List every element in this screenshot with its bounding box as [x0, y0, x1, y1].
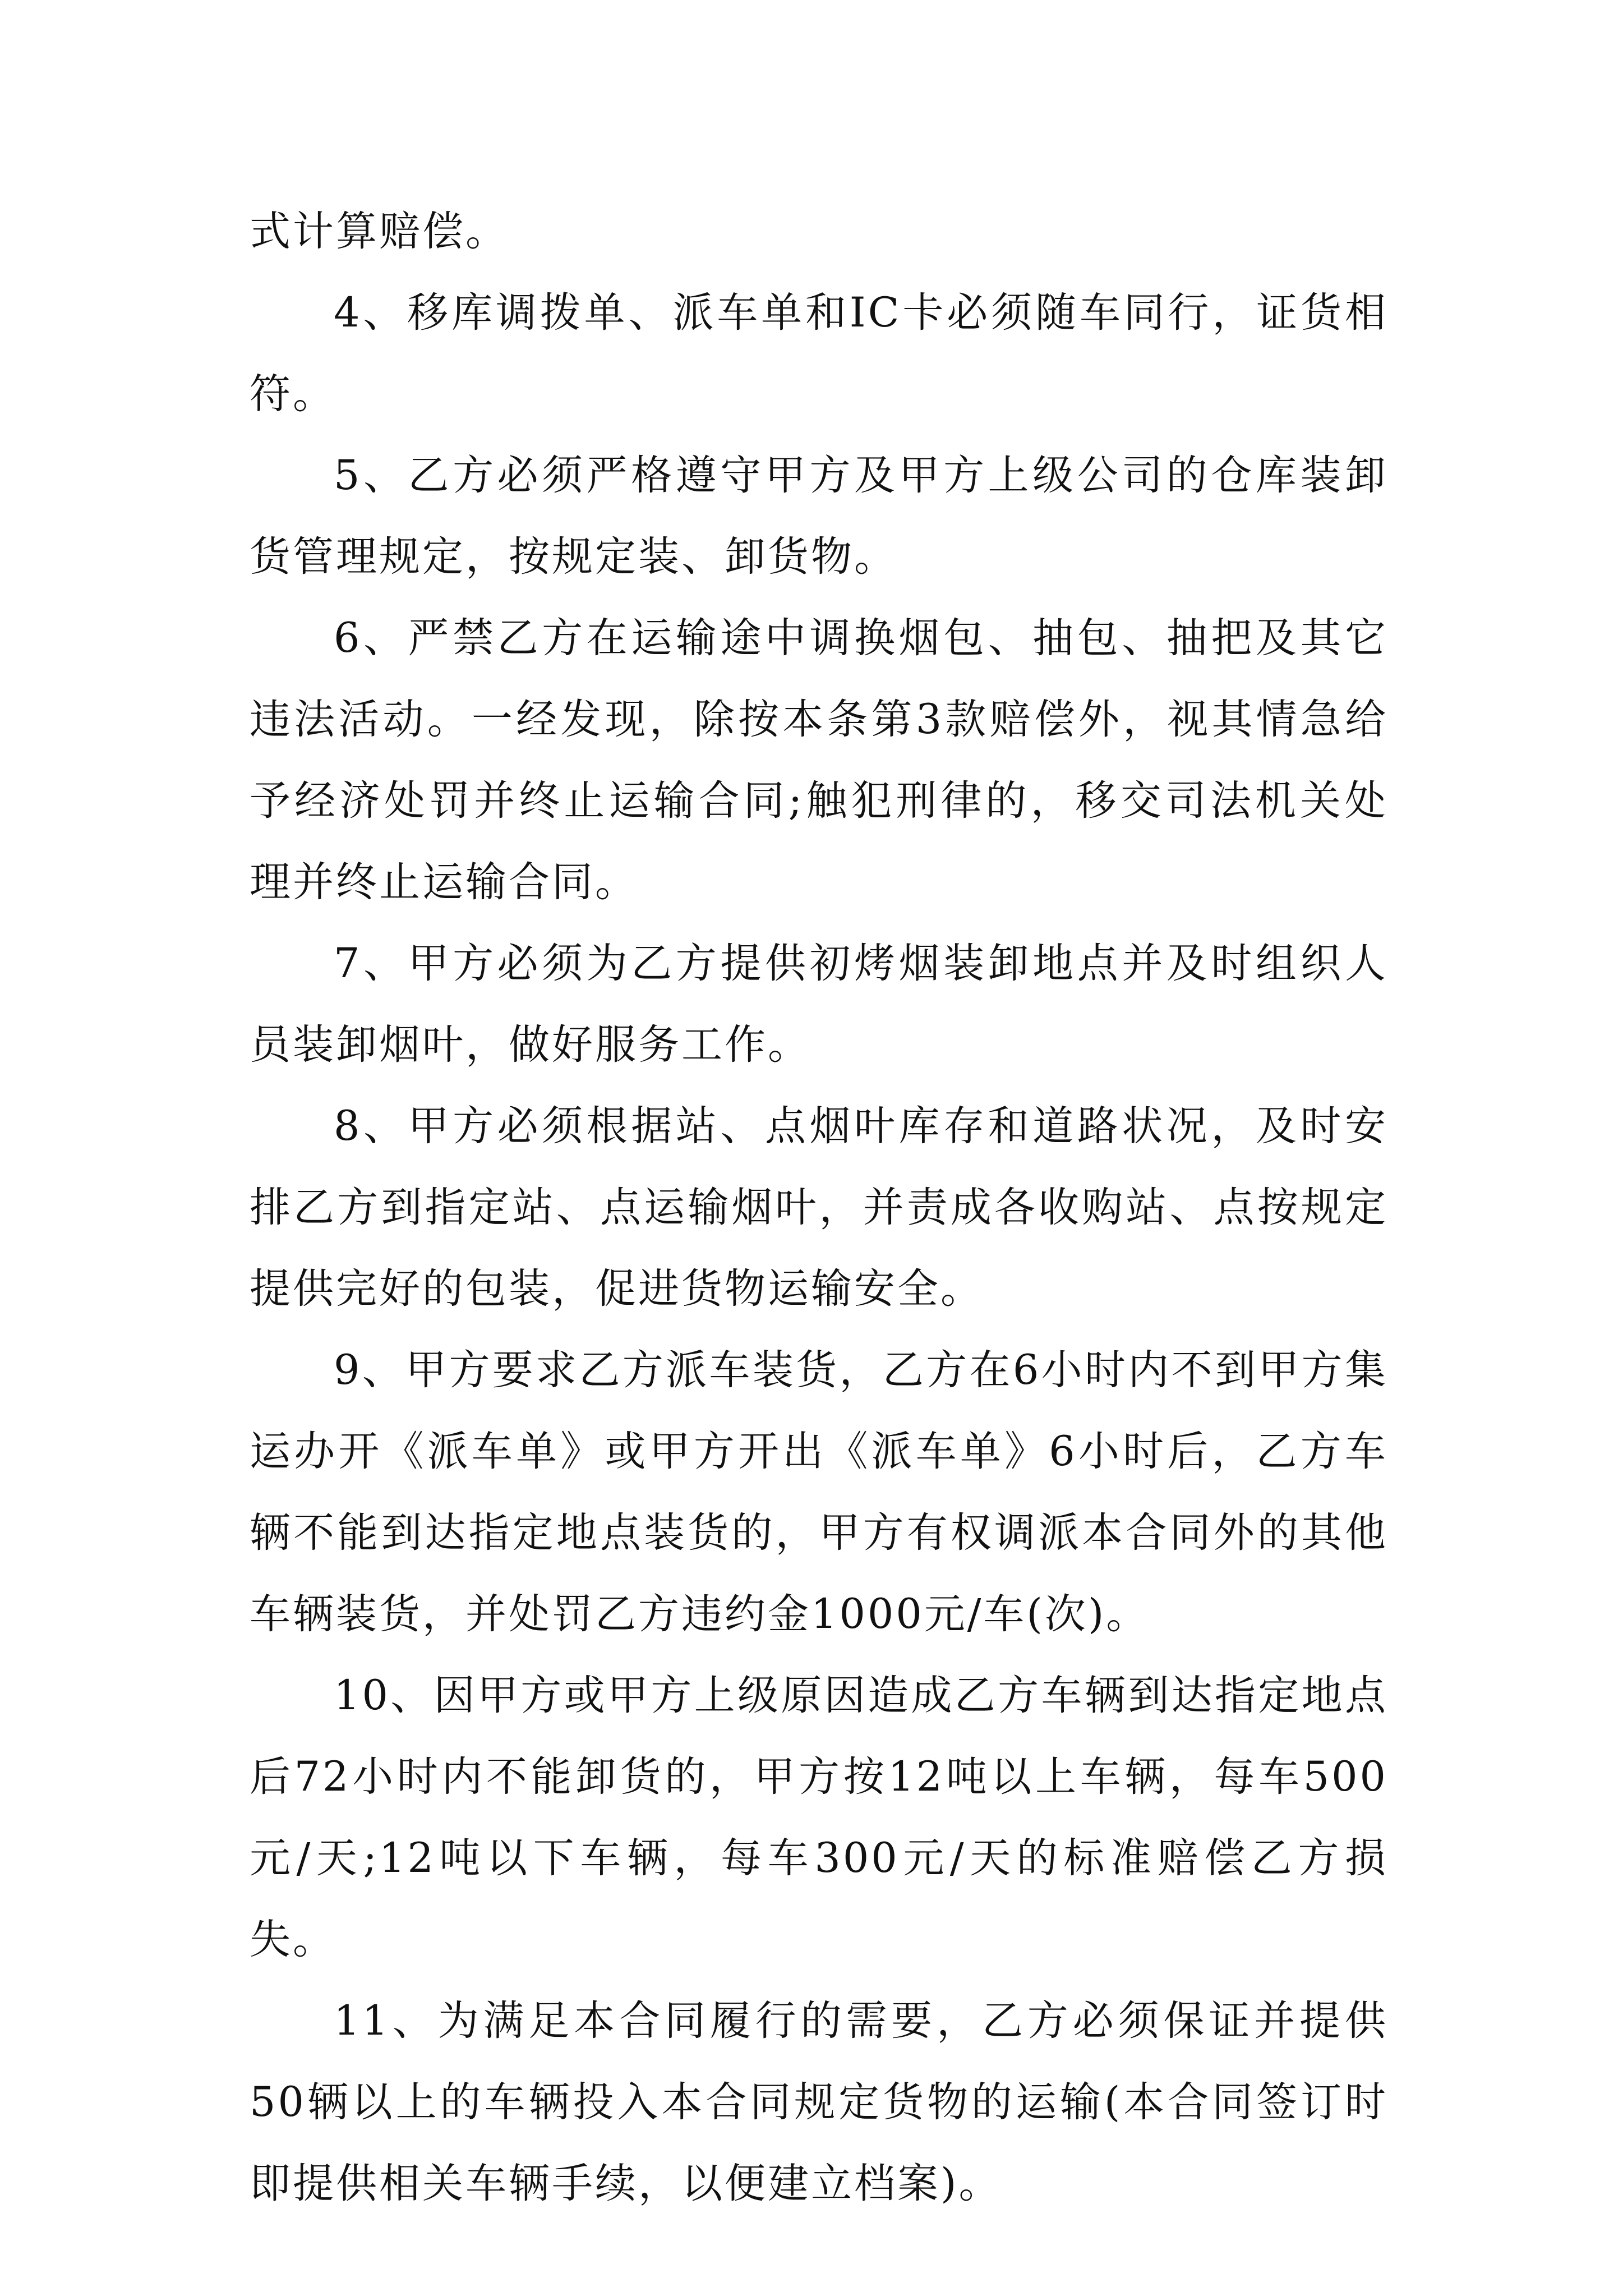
document-body [250, 191, 1388, 2224]
paragraph-clause-8: 8、甲方必须根据站、点烟叶库存和道路状况，及时安排乙方到指定站、点运输烟叶，并责成各收购站、点按规定提供完好的包装，促进货物运输安全。 [250, 1102, 1388, 1313]
paragraph-clause-9: 9、甲方要求乙方派车装货，乙方在6小时内不到甲方集运办开《派车单》或甲方开出《派车单》6小时后，乙方车辆不能到达指定地点装货的，甲方有权调派本合同外的其他车辆装货，并处罚乙方违约金1000元/车(次)。 [250, 1346, 1388, 1638]
paragraph-clause-11: 11、为满足本合同履行的需要，乙方必须保证并提供50辆以上的车辆投入本合同规定货物的运输(本合同签订时即提供相关车辆手续，以便建立档案)。 [250, 1997, 1388, 2207]
paragraph-clause-6: 6、严禁乙方在运输途中调换烟包、抽包、抽把及其它违法活动。一经发现，除按本条第3款赔偿外，视其情急给予经济处罚并终止运输合同;触犯刑律的，移交司法机关处理并终止运输合同。 [250, 614, 1388, 906]
paragraph-continuation: 式计算赔偿。 [250, 208, 509, 255]
paragraph-clause-10: 10、因甲方或甲方上级原因造成乙方车辆到达指定地点后72小时内不能卸货的，甲方按12吨以上车辆，每车500元/天;12吨以下车辆，每车300元/天的标准赔偿乙方损失。 [250, 1672, 1388, 1963]
paragraph-clause-7: 7、甲方必须为乙方提供初烤烟装卸地点并及时组织人员装卸烟叶，做好服务工作。 [250, 940, 1388, 1069]
paragraph-clause-4: 4、移库调拨单、派车单和IC卡必须随车同行，证货相符。 [250, 289, 1388, 418]
paragraph-clause-5: 5、乙方必须严格遵守甲方及甲方上级公司的仓库装卸货管理规定，按规定装、卸货物。 [250, 452, 1388, 581]
